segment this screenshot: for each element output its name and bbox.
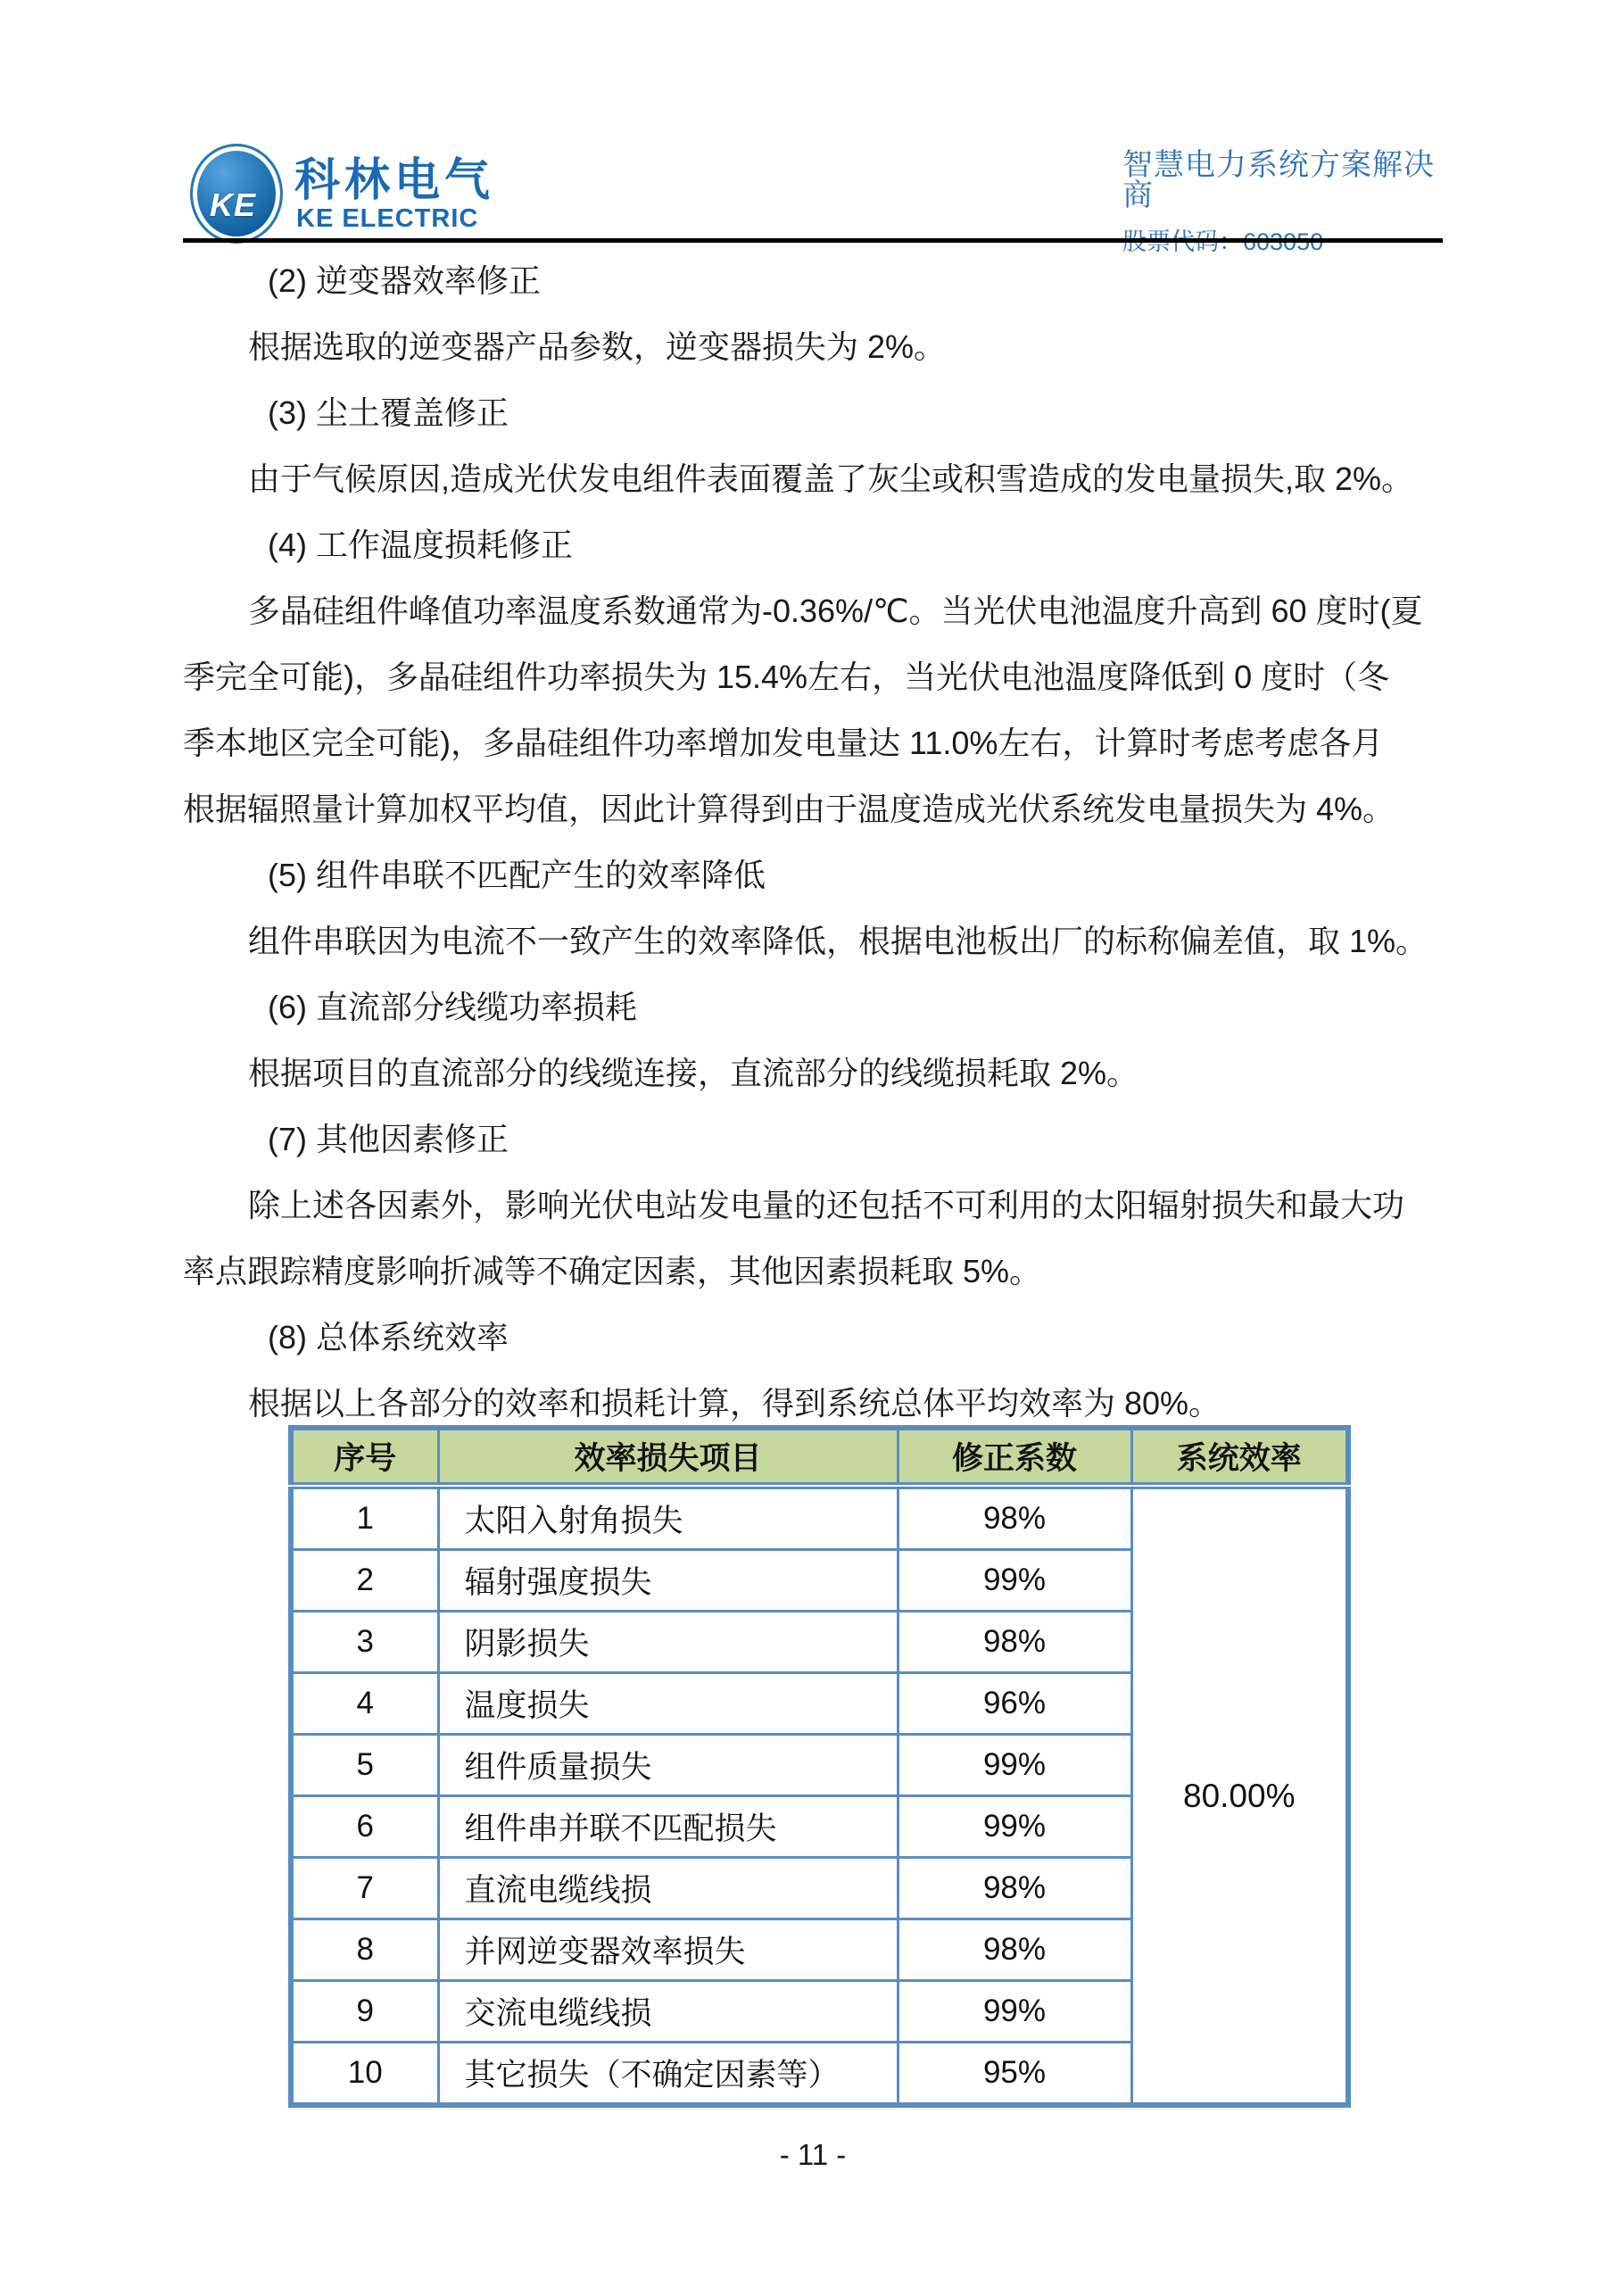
- row-item: 组件串并联不匹配损失: [438, 1796, 898, 1858]
- brand-name-english: KE ELECTRIC: [296, 204, 479, 233]
- body-line: 根据辐照量计算加权平均值，因此计算得到由于温度造成光伏系统发电量损失为 4%。: [183, 791, 1395, 827]
- row-no: 9: [291, 1981, 438, 2043]
- table-header-row: [291, 1428, 1348, 1486]
- row-item: 其它损失（不确定因素等）: [438, 2043, 898, 2106]
- body-line: 根据项目的直流部分的线缆连接，直流部分的线缆损耗取 2%。: [248, 1055, 1139, 1091]
- row-item: 温度损失: [438, 1673, 898, 1735]
- row-item: 组件质量损失: [438, 1735, 898, 1796]
- row-factor: 99%: [898, 1550, 1131, 1612]
- row-no: 4: [291, 1673, 438, 1735]
- body-line: 根据选取的逆变器产品参数，逆变器损失为 2%。: [248, 328, 947, 365]
- row-no: 7: [291, 1858, 438, 1919]
- body-line: 季本地区完全可能)，多晶硅组件功率增加发电量达 11.0%左右，计算时考虑考虑各月: [183, 725, 1384, 761]
- page-number: - 11 -: [779, 2138, 847, 2171]
- row-no: 1: [291, 1486, 438, 1550]
- logo-monogram: KE: [209, 186, 256, 223]
- col-header-factor: 修正系数: [898, 1428, 1131, 1486]
- body-line: 组件串联因为电流不一致产生的效率降低，根据电池板出厂的标称偏差值，取 1%。: [248, 923, 1428, 959]
- company-logo-icon: [190, 144, 283, 244]
- row-no: 6: [291, 1796, 438, 1858]
- row-factor: 98%: [898, 1858, 1131, 1919]
- col-header-system: 系统效率: [1131, 1428, 1348, 1486]
- body-line: 除上述各因素外，影响光伏电站发电量的还包括不可利用的太阳辐射损失和最大功: [248, 1187, 1405, 1223]
- row-factor: 98%: [898, 1919, 1131, 1981]
- row-no: 2: [291, 1550, 438, 1612]
- row-factor: 99%: [898, 1735, 1131, 1796]
- body-line: (2) 逆变器效率修正: [268, 262, 542, 299]
- row-item: 直流电缆线损: [438, 1858, 898, 1919]
- row-factor: 98%: [898, 1612, 1131, 1673]
- body-line: (3) 尘土覆盖修正: [268, 394, 509, 431]
- body-line: 多晶硅组件峰值功率温度系数通常为-0.36%/℃。当光伏电池温度升高到 60 度时(夏: [248, 593, 1423, 629]
- row-factor: 98%: [898, 1486, 1131, 1550]
- row-item: 并网逆变器效率损失: [438, 1919, 898, 1981]
- body-line: (7) 其他因素修正: [268, 1121, 509, 1157]
- col-header-no: 序号: [291, 1428, 438, 1486]
- brand-name-chinese: 科林电气: [294, 154, 495, 205]
- col-header-item: 效率损失项目: [438, 1428, 898, 1486]
- efficiency-loss-table: [288, 1425, 1351, 2108]
- row-factor: 96%: [898, 1673, 1131, 1735]
- system-efficiency-value: 80.00%: [1131, 1486, 1348, 2105]
- row-factor: 99%: [898, 1981, 1131, 2043]
- table-row: [291, 1486, 1348, 1550]
- row-no: 10: [291, 2043, 438, 2106]
- row-factor: 95%: [898, 2043, 1131, 2106]
- body-line: (5) 组件串联不匹配产生的效率降低: [268, 857, 766, 893]
- row-item: 辐射强度损失: [438, 1550, 898, 1612]
- row-no: 5: [291, 1735, 438, 1796]
- row-factor: 99%: [898, 1796, 1131, 1858]
- body-line: (6) 直流部分线缆功率损耗: [268, 989, 638, 1025]
- row-item: 阴影损失: [438, 1612, 898, 1673]
- row-no: 3: [291, 1612, 438, 1673]
- body-line: 季完全可能)，多晶硅组件功率损失为 15.4%左右，当光伏电池温度降低到 0 度时（冬: [183, 659, 1390, 695]
- document-body: [183, 248, 1443, 1437]
- body-line: 率点跟踪精度影响折减等不确定因素，其他因素损耗取 5%。: [183, 1253, 1042, 1289]
- body-line: 根据以上各部分的效率和损耗计算，得到系统总体平均效率为 80%。: [248, 1385, 1221, 1422]
- header-divider: [183, 238, 1443, 243]
- row-no: 8: [291, 1919, 438, 1981]
- row-item: 太阳入射角损失: [438, 1486, 898, 1550]
- company-tagline: 智慧电力系统方案解决商: [1122, 148, 1435, 212]
- row-item: 交流电缆线损: [438, 1981, 898, 2043]
- body-line: (8) 总体系统效率: [268, 1319, 509, 1355]
- body-line: 由于气候原因,造成光伏发电组件表面覆盖了灰尘或积雪造成的发电量损失,取 2%。: [248, 460, 1414, 497]
- body-line: (4) 工作温度损耗修正: [268, 526, 574, 563]
